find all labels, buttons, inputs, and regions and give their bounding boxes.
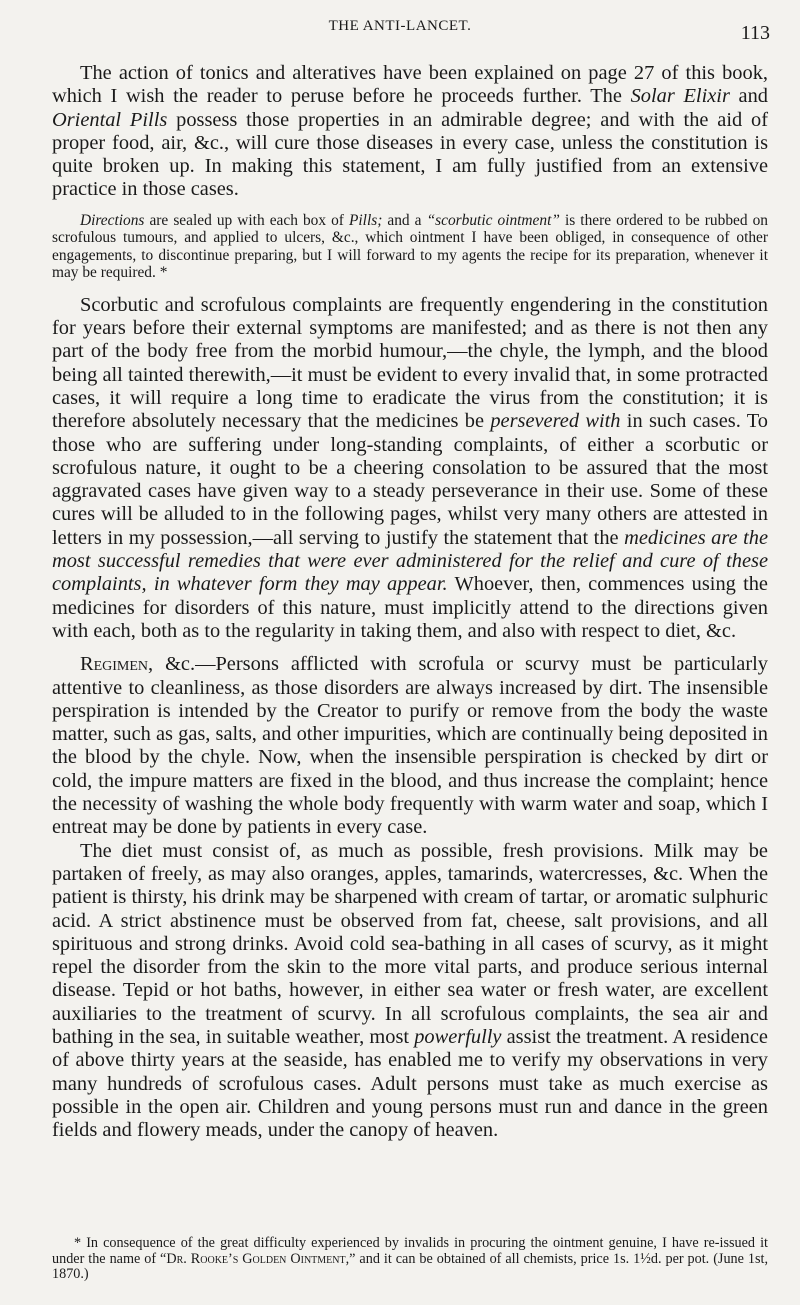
footnote: * In consequence of the great difficulty experienced by invalids in procuring the ointment genuine, I have re-issued it under the name of “Dr. Rooke’s Golden Ointment,” and it can be obtained of all chemists, price 1s. 1½d. per pot. (June 1st, 1870.) bbox=[52, 1235, 769, 1283]
page-header bbox=[0, 18, 800, 58]
page-number: 113 bbox=[740, 22, 770, 44]
product-name-solar-elixir: Solar Elixir bbox=[630, 85, 730, 108]
product-name-oriental-pills: Oriental Pills bbox=[52, 108, 168, 131]
page-body bbox=[52, 62, 768, 1142]
paragraph-scorbutic: Scorbutic and scrofulous complaints are frequently engendering in the constitution for years before their external symptoms are manifested; and as there is not then any part of the body free from the morbid humour,—the chyle, the lymph, and the blood being all tainted therewith,—it must be evident to every invalid that, in some protracted cases, it will require a long time to eradicate the virus from the constitution; it is therefore absolutely necessary that the medicines be persevered with in such cases. To those who are suffering under long-standing complaints, of either a scorbutic or scrofulous nature, it ought to be a cheering consolation to be assured that the most aggravated cases have given way to a steady perseverance in their use. Some of these cures will be alluded to in the following pages, whilst very many others are attested in letters in my possession,—all serving to justify the statement that the medicines are the most successful remedies that were ever administered for the relief and cure of these complaints, in whatever form they may appear. Whoever, then, commences using the medicines for disorders of this nature, must implicitly attend to the directions given with each, both as to the regularity in taking them, and also with respect to diet, &c. bbox=[52, 293, 769, 642]
regimen-heading: Regimen bbox=[80, 653, 149, 676]
directions-note: Directions are sealed up with each box of Pills; and a “scorbutic ointment” is there ordered to be rubbed on scrofulous tumours, and applied to ulcers, &c., which ointment I have been obliged, in consequence of other engagements, to discontinue preparing, but I will forward to my agents the recipe for its preparation, whenever it may be required. * bbox=[52, 211, 768, 282]
paragraph-regimen: Regimen, &c.—Persons afflicted with scrofula or scurvy must be particularly attentive to cleanliness, as those disorders are always increased by dirt. The insensible perspiration is intended by the Creator to purify or remove from the body the waste matter, such as gas, salts, and other impurities, which are continually being deposited in the blood by the chyle. Now, when the insensible perspiration is checked by dirt or cold, the impure matters are fixed in the blood, and thus increase the complaint; hence the necessity of washing the whole body frequently with warm water and soap, which I entreat may be done by patients in every case. bbox=[52, 653, 768, 839]
paragraph-tonics: The action of tonics and alteratives have been explained on page 27 of this book, which I wish the reader to peruse before he proceeds further. The Solar Elixir and Oriental Pills possess those properties in an admirable degree; and with the aid of proper food, air, &c., will cure those diseases in every case, unless the constitution is quite broken up. In making this statement, I am fully justified from an extensive practice in those cases. bbox=[52, 62, 768, 201]
running-title: THE ANTI-LANCET. bbox=[328, 18, 472, 34]
paragraph-diet: The diet must consist of, as much as possible, fresh provisions. Milk may be partaken of freely, as may also oranges, apples, tamarinds, watercresses, &c. When the patient is thirsty, his drink may be sharpened with cream of tartar, or aromatic sulphuric acid. A strict abstinence must be observed from fat, cheese, salt provisions, and all spirituous and strong drinks. Avoid cold sea-bathing in all cases of scurvy, as it might repel the disorder from the skin to the more vital parts, and produce serious internal disease. Tepid or hot baths, however, in either sea water or fresh water, are excellent auxiliaries to the treatment of scurvy. In all scrofulous complaints, the sea air and bathing in the sea, in suitable weather, most powerfully assist the treatment. A residence of above thirty years at the seaside, has enabled me to verify my observations in very many hundreds of scrofulous cases. Adult persons must take as much exercise as possible in the open air. Children and young persons must run and dance in the green fields and flowery meads, under the canopy of heaven. bbox=[52, 839, 768, 1142]
